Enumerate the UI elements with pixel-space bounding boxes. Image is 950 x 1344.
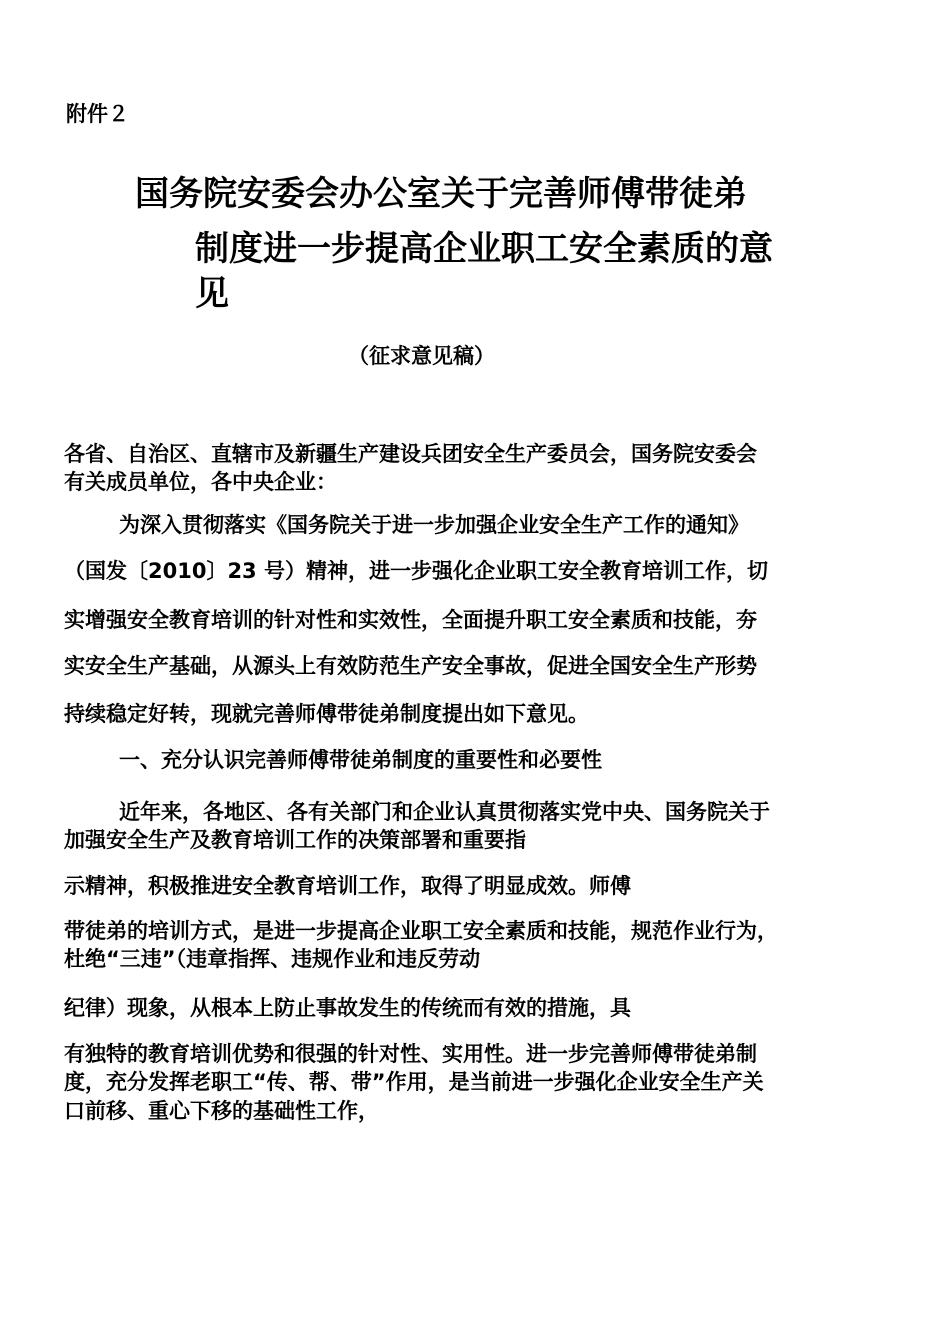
document-title-line-3: 见 xyxy=(195,274,229,314)
body-line: 口前移、重心下移的基础性工作， xyxy=(64,1099,379,1123)
document-title-line-1: 国务院安委会办公室关于完善师傅带徒弟 xyxy=(135,174,747,214)
body-line: 有关成员单位，各中央企业： xyxy=(64,470,337,494)
body-line: 杜绝“三违”（违章指挥、违规作业和违反劳动 xyxy=(64,947,481,971)
body-line: 加强安全生产及教育培训工作的决策部署和重要指 xyxy=(64,828,526,852)
body-line: 示精神，积极推进安全教育培训工作，取得了明显成效。师傅 xyxy=(64,874,631,898)
body-line: 为深入贯彻落实《国务院关于进一步加强企业安全生产工作的通知》 xyxy=(119,513,749,537)
body-line: 度，充分发挥老职工“传、帮、带”作用，是当前进一步强化企业安全生产关 xyxy=(64,1070,764,1094)
body-line: 纪律）现象，从根本上防止事故发生的传统而有效的措施，具 xyxy=(64,996,631,1020)
body-line: 实增强安全教育培训的针对性和实效性，全面提升职工安全素质和技能，夯 xyxy=(64,608,757,632)
body-line: 近年来，各地区、各有关部门和企业认真贯彻落实党中央、国务院关于 xyxy=(119,800,770,824)
body-line: 持续稳定好转，现就完善师傅带徒弟制度提出如下意见。 xyxy=(64,702,589,726)
section-heading: 一、充分认识完善师傅带徒弟制度的重要性和必要性 xyxy=(119,748,602,772)
attachment-label: 附件２ xyxy=(66,102,129,126)
body-line: （国发〔2010〕23 号）精神，进一步强化企业职工安全教育培训工作，切 xyxy=(64,559,768,583)
body-line: 实安全生产基础，从源头上有效防范生产安全事故，促进全国安全生产形势 xyxy=(64,654,757,678)
body-line: 带徒弟的培训方式，是进一步提高企业职工安全素质和技能，规范作业行为， xyxy=(64,919,778,943)
document-subtitle: （征求意见稿） xyxy=(348,344,495,368)
document-title-line-2: 制度进一步提高企业职工安全素质的意 xyxy=(195,229,773,269)
body-line: 有独特的教育培训优势和很强的针对性、实用性。进一步完善师傅带徒弟制 xyxy=(64,1042,757,1066)
body-line: 各省、自治区、直辖市及新疆生产建设兵团安全生产委员会，国务院安委会 xyxy=(64,442,757,466)
